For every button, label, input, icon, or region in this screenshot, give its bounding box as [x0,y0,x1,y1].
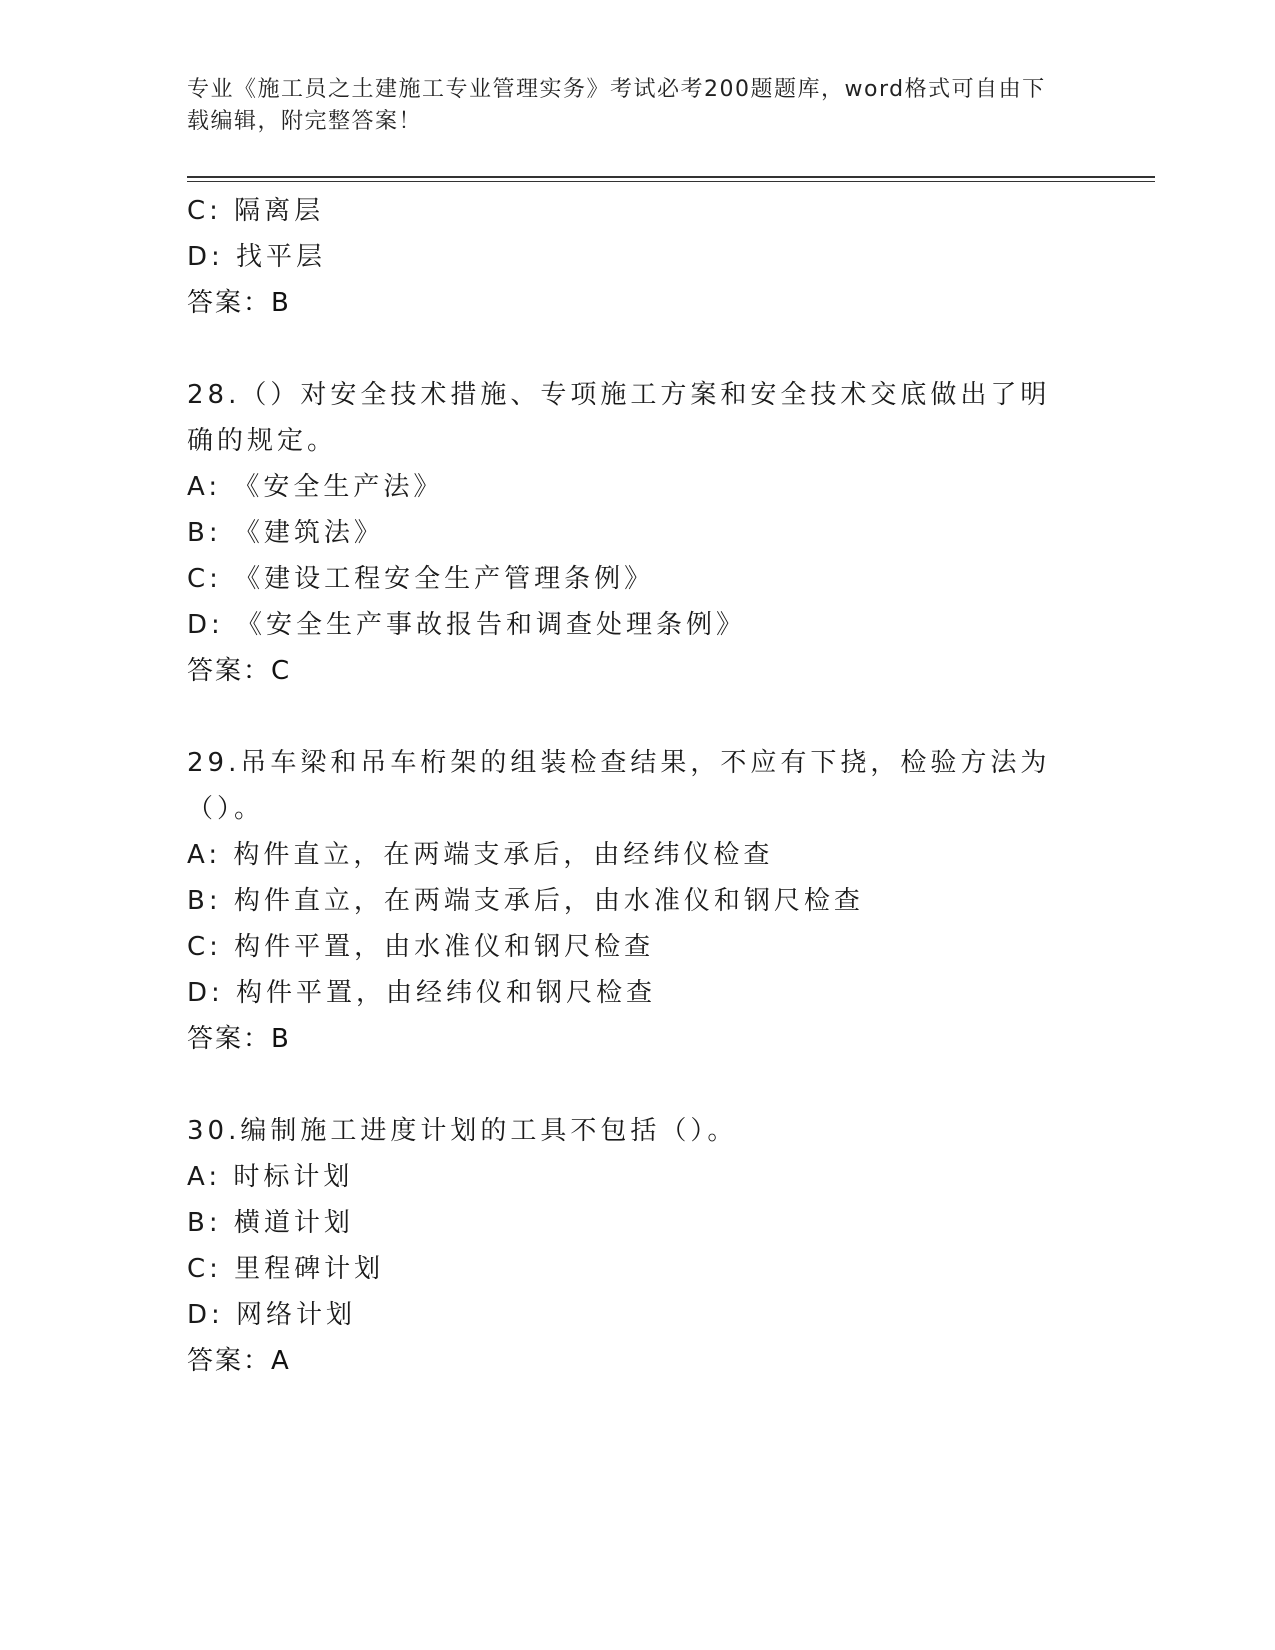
option-a: A: 《安全生产法》 [187,472,444,502]
option-d: D: 构件平置，由经纬仪和钢尺检查 [187,978,657,1008]
answer: 答案：C [187,656,292,686]
question-stem: 30.编制施工进度计划的工具不包括（）。 [187,1116,738,1146]
question-stem: 29.吊车梁和吊车桁架的组装检查结果，不应有下挠，检验方法为（）。 [187,748,1051,824]
question-30 [187,1108,1155,1384]
option-b: B: 构件直立，在两端支承后，由水准仪和钢尺检查 [187,886,864,916]
answer: 答案：B [187,288,291,318]
option-b: B: 《建筑法》 [187,518,384,548]
question-29 [187,740,1155,1062]
option-b: B: 横道计划 [187,1208,354,1238]
option-d: D: 找平层 [187,242,327,272]
question-27-tail [187,188,1155,326]
page-header: 专业《施工员之土建施工专业管理实务》考试必考200题题库，word格式可自由下载编辑，附完整答案！ [187,77,1046,134]
answer: 答案：B [187,1024,291,1054]
question-stem: 28.（）对安全技术措施、专项施工方案和安全技术交底做出了明确的规定。 [187,380,1051,456]
option-d: D: 《安全生产事故报告和调查处理条例》 [187,610,747,640]
option-c: C: 里程碑计划 [187,1254,385,1284]
answer: 答案：A [187,1346,291,1376]
option-a: A: 构件直立，在两端支承后，由经纬仪检查 [187,840,774,870]
document-body [187,188,1155,1384]
question-28 [187,372,1155,694]
option-c: C: 《建设工程安全生产管理条例》 [187,564,655,594]
option-d: D: 网络计划 [187,1300,357,1330]
option-c: C: 隔离层 [187,196,325,226]
option-a: A: 时标计划 [187,1162,354,1192]
option-c: C: 构件平置，由水准仪和钢尺检查 [187,932,655,962]
header-divider [187,176,1155,182]
